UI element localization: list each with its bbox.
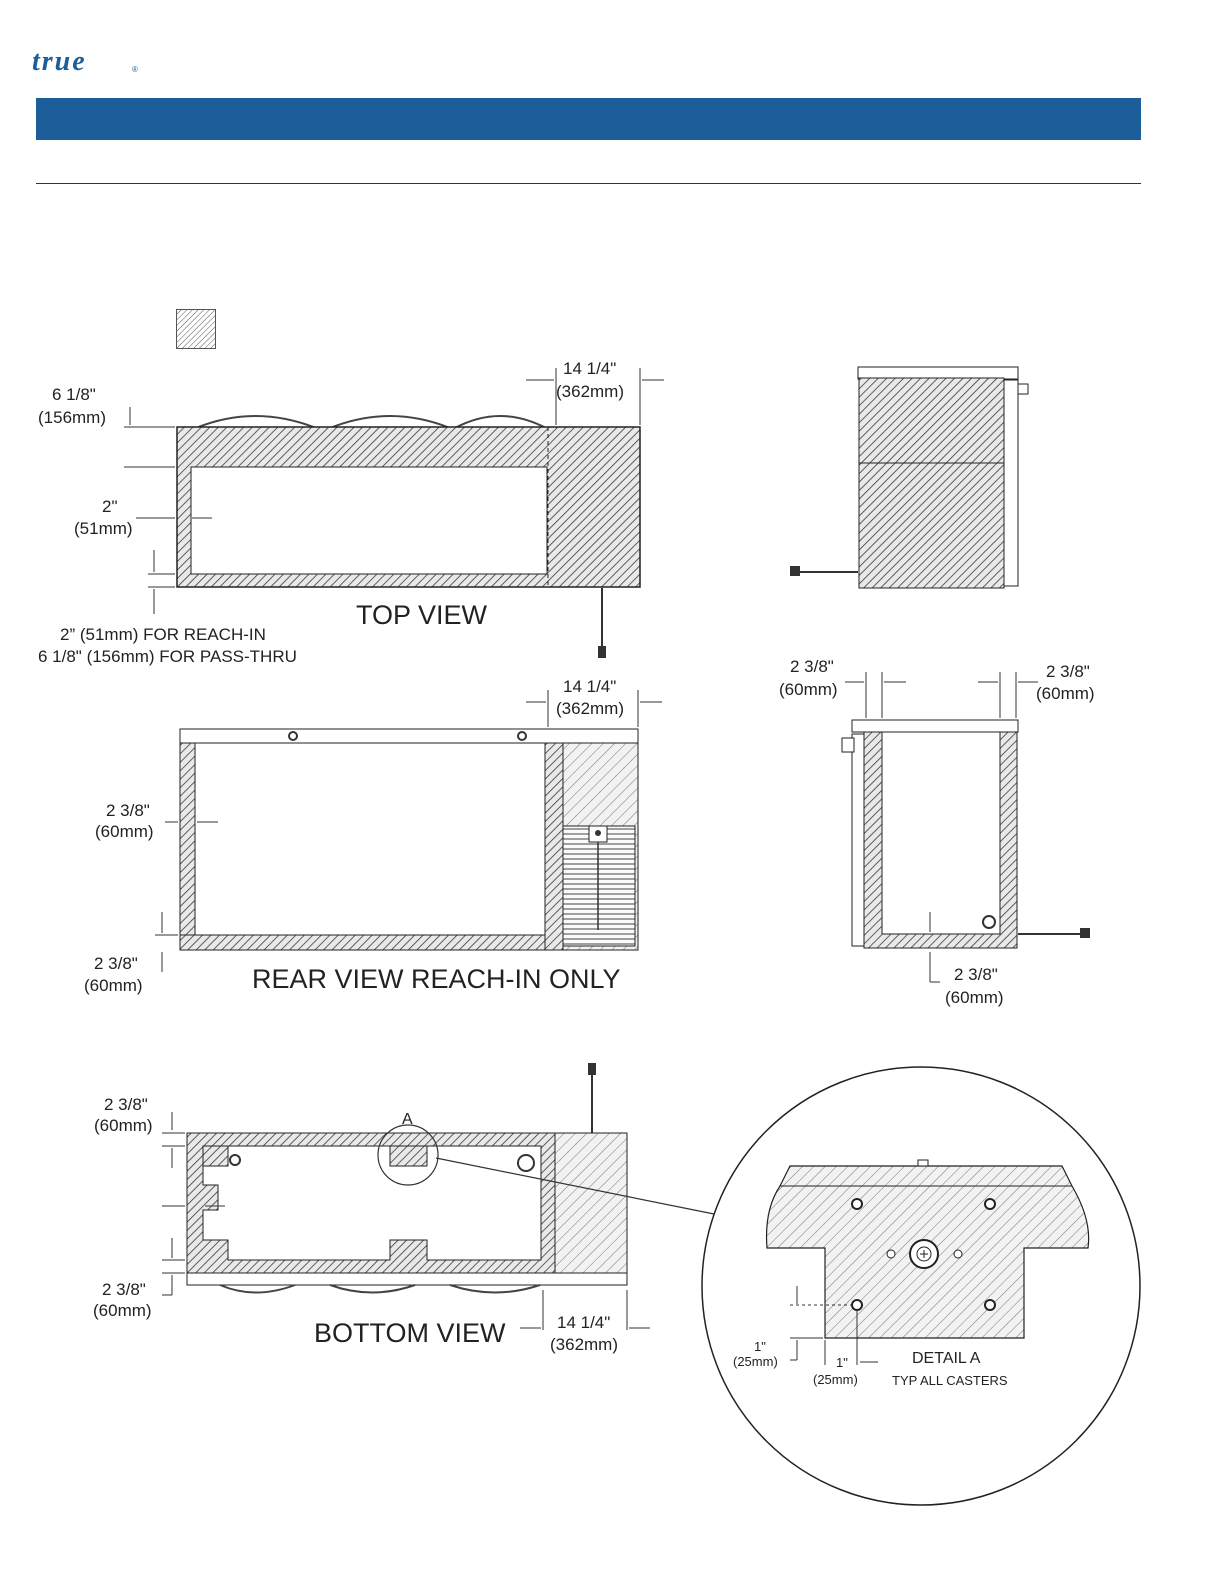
top-note-line2: 6 1/8" (156mm) FOR PASS-THRU xyxy=(38,647,297,666)
top-dim-right-mm: (362mm) xyxy=(556,382,625,401)
bottom-view xyxy=(93,1063,714,1354)
top-dim-right-in: 14 1/4" xyxy=(563,359,617,378)
bottom-dim-right-in: 14 1/4" xyxy=(557,1313,611,1332)
top-dim-back-in: 6 1/8" xyxy=(52,385,96,404)
detail-subtitle: TYP ALL CASTERS xyxy=(892,1373,1008,1388)
side-dim-left-in: 2 3/8" xyxy=(790,657,834,676)
detail-a xyxy=(702,1067,1140,1505)
bottom-dim-top-mm: (60mm) xyxy=(94,1116,153,1135)
top-dim-back-mm: (156mm) xyxy=(38,408,107,427)
detail-dim-v-mm: (25mm) xyxy=(733,1354,778,1369)
side-dim-left-mm: (60mm) xyxy=(779,680,838,699)
bottom-dim-right-mm: (362mm) xyxy=(550,1335,619,1354)
side-dim-bottom-mm: (60mm) xyxy=(945,988,1004,1007)
detail-callout-label: A xyxy=(402,1111,413,1128)
side-view-upper xyxy=(790,367,1028,588)
bottom-dim-top-in: 2 3/8" xyxy=(104,1095,148,1114)
rear-dim-side-mm: (60mm) xyxy=(95,822,154,841)
detail-dim-h-in: 1" xyxy=(836,1355,848,1370)
top-view xyxy=(38,359,664,666)
top-dim-side-mm: (51mm) xyxy=(74,519,133,538)
rear-dim-side-in: 2 3/8" xyxy=(106,801,150,820)
side-dim-bottom-in: 2 3/8" xyxy=(954,965,998,984)
logo-registered-mark: ® xyxy=(132,65,138,74)
top-dim-side-in: 2" xyxy=(102,497,118,516)
bottom-view-title: BOTTOM VIEW xyxy=(314,1318,506,1348)
rear-dim-right-mm: (362mm) xyxy=(556,699,625,718)
bottom-dim-bottom-mm: (60mm) xyxy=(93,1301,152,1320)
detail-dim-h-mm: (25mm) xyxy=(813,1372,858,1387)
logo-wordmark: true xyxy=(32,46,87,77)
rear-dim-bottom-mm: (60mm) xyxy=(84,976,143,995)
top-note-line1: 2” (51mm) FOR REACH-IN xyxy=(60,625,266,644)
side-dim-right-mm: (60mm) xyxy=(1036,684,1095,703)
rear-dim-right-in: 14 1/4" xyxy=(563,677,617,696)
rear-view-title: REAR VIEW REACH-IN ONLY xyxy=(252,964,621,994)
side-view-section xyxy=(779,657,1095,1007)
detail-dim-v-in: 1" xyxy=(754,1339,766,1354)
detail-title: DETAIL A xyxy=(912,1350,981,1367)
rear-dim-bottom-in: 2 3/8" xyxy=(94,954,138,973)
side-dim-right-in: 2 3/8" xyxy=(1046,662,1090,681)
bottom-dim-bottom-in: 2 3/8" xyxy=(102,1280,146,1299)
top-view-title: TOP VIEW xyxy=(356,600,488,630)
rear-view xyxy=(84,677,662,995)
